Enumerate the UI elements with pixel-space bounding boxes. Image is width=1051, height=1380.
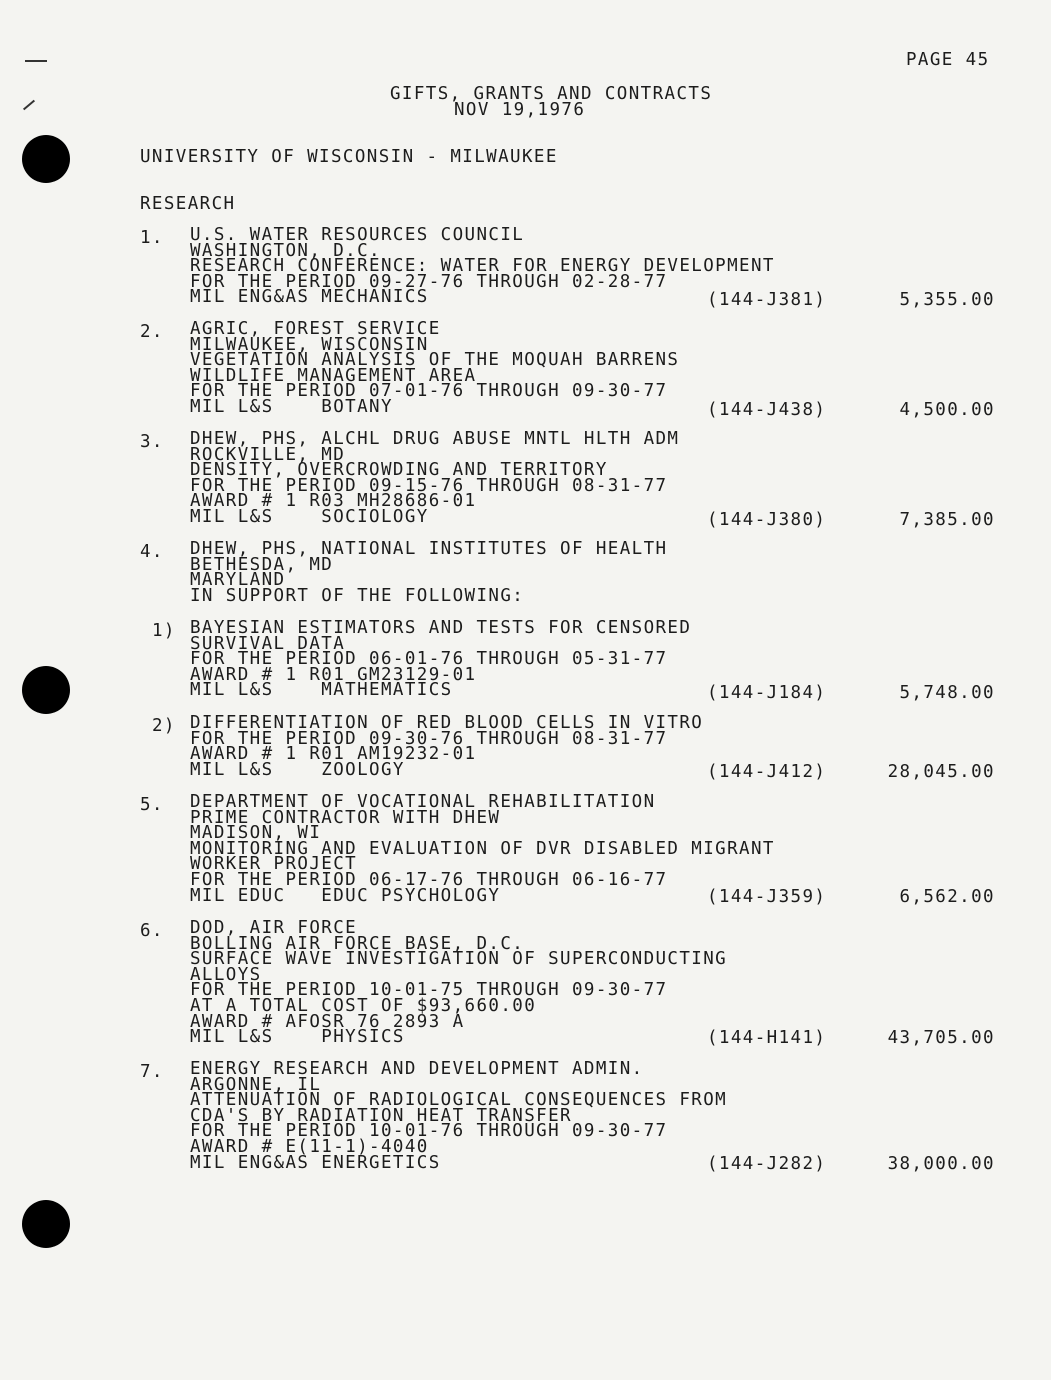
account-code: (144-J359)	[707, 887, 827, 907]
entry-line: FOR THE PERIOD 10-01-76 THROUGH 09-30-77	[190, 1121, 668, 1142]
entry-number: 6.	[140, 921, 164, 941]
entry-lines	[190, 429, 680, 527]
entry-line: FOR THE PERIOD 06-01-76 THROUGH 05-31-77	[190, 649, 668, 670]
entry-line: FOR THE PERIOD 09-30-76 THROUGH 08-31-77	[190, 728, 668, 749]
institution-name: UNIVERSITY OF WISCONSIN - MILWAUKEE	[140, 147, 558, 167]
account-code: (144-J184)	[707, 683, 827, 703]
subentry-number: 2)	[152, 716, 176, 736]
entry-line: MIL L&S PHYSICS	[190, 1027, 405, 1048]
entry-line: ARGONNE, IL	[190, 1074, 322, 1095]
entry-line: FOR THE PERIOD 10-01-75 THROUGH 09-30-77	[190, 980, 668, 1001]
entry-line: DOD, AIR FORCE	[190, 918, 358, 938]
entry-number: 3.	[140, 432, 164, 452]
entry-line: BOLLING AIR FORCE BASE, D.C.	[190, 933, 525, 954]
account-code: (144-J438)	[707, 400, 827, 420]
entry-line: AGRIC, FOREST SERVICE	[190, 319, 441, 339]
entry-line: PRIME CONTRACTOR WITH DHEW	[190, 807, 501, 828]
entry-lines	[190, 918, 728, 1048]
grant-amount: 28,045.00	[887, 762, 995, 782]
grant-amount: 7,385.00	[899, 510, 995, 530]
entry-line: MIL ENG&AS MECHANICS	[190, 287, 429, 308]
entry-line: AWARD # AFOSR 76 2893 A	[190, 1011, 465, 1032]
entry-line: VEGETATION ANALYSIS OF THE MOQUAH BARRENS	[190, 350, 680, 371]
document-title: GIFTS, GRANTS AND CONTRACTS	[390, 84, 713, 104]
grant-amount: 5,355.00	[899, 290, 995, 310]
entry-number: 4.	[140, 542, 164, 562]
page-number: PAGE 45	[906, 50, 990, 70]
entry-line: FOR THE PERIOD 09-27-76 THROUGH 02-28-77	[190, 271, 668, 292]
entry-lines	[190, 618, 692, 701]
account-code: (144-H141)	[707, 1028, 827, 1048]
account-code: (144-J412)	[707, 762, 827, 782]
entry-line: MIL ENG&AS ENERGETICS	[190, 1152, 441, 1173]
punch-hole	[22, 666, 70, 714]
entry-line: AT A TOTAL COST OF $93,660.00	[190, 995, 537, 1016]
grant-amount: 6,562.00	[899, 887, 995, 907]
document-date: NOV 19,1976	[454, 100, 586, 120]
entry-lines	[190, 713, 704, 780]
entry-line: SURVIVAL DATA	[190, 633, 346, 654]
entry-line: MIL L&S SOCIOLOGY	[190, 506, 429, 527]
entry-line: AWARD # 1 R01 AM19232-01	[190, 744, 477, 765]
entry-line: ATTENUATION OF RADIOLOGICAL CONSEQUENCES FROM	[190, 1090, 728, 1111]
grant-amount: 4,500.00	[899, 400, 995, 420]
entry-line: WASHINGTON, D.C.	[190, 240, 381, 261]
account-code: (144-J380)	[707, 510, 827, 530]
entry-line: DHEW, PHS, ALCHL DRUG ABUSE MNTL HLTH ADM	[190, 429, 680, 449]
subentry-number: 1)	[152, 621, 176, 641]
entry-line: ROCKVILLE, MD	[190, 444, 346, 465]
entry-line: FOR THE PERIOD 09-15-76 THROUGH 08-31-77	[190, 475, 668, 496]
entry-line: MARYLAND	[190, 570, 286, 591]
entry-line: DIFFERENTIATION OF RED BLOOD CELLS IN VITRO	[190, 713, 704, 733]
entry-line: MIL L&S MATHEMATICS	[190, 680, 453, 701]
entry-line: AWARD # E(11-1)-4040	[190, 1136, 429, 1157]
entry-line: U.S. WATER RESOURCES COUNCIL	[190, 225, 525, 245]
grant-amount: 5,748.00	[899, 683, 995, 703]
entry-line: WILDLIFE MANAGEMENT AREA	[190, 365, 477, 386]
entry-number: 7.	[140, 1062, 164, 1082]
entry-lines	[190, 1059, 728, 1173]
entry-lines	[190, 539, 668, 606]
scan-mark	[25, 60, 47, 62]
entry-line: CDA'S BY RADIATION HEAT TRANSFER	[190, 1105, 572, 1126]
entry-number: 5.	[140, 795, 164, 815]
entry-line: IN SUPPORT OF THE FOLLOWING:	[190, 585, 525, 606]
entry-line: ALLOYS	[190, 964, 262, 985]
scan-mark	[23, 100, 35, 111]
account-code: (144-J381)	[707, 290, 827, 310]
entry-line: FOR THE PERIOD 07-01-76 THROUGH 09-30-77	[190, 381, 668, 402]
punch-hole	[22, 1200, 70, 1248]
section-heading: RESEARCH	[140, 194, 236, 214]
entry-line: MIL L&S ZOOLOGY	[190, 759, 405, 780]
entry-line: BETHESDA, MD	[190, 554, 334, 575]
entry-line: FOR THE PERIOD 06-17-76 THROUGH 06-16-77	[190, 869, 668, 890]
entry-number: 2.	[140, 322, 164, 342]
entry-lines	[190, 319, 680, 417]
entry-line: DHEW, PHS, NATIONAL INSTITUTES OF HEALTH	[190, 539, 668, 559]
entry-line: RESEARCH CONFERENCE: WATER FOR ENERGY DEVELOPMENT	[190, 256, 775, 277]
account-code: (144-J282)	[707, 1154, 827, 1174]
grant-amount: 38,000.00	[887, 1154, 995, 1174]
grant-amount: 43,705.00	[887, 1028, 995, 1048]
entry-line: SURFACE WAVE INVESTIGATION OF SUPERCONDUCTING	[190, 949, 728, 970]
entry-line: MIL EDUC EDUC PSYCHOLOGY	[190, 885, 501, 906]
entry-line: ENERGY RESEARCH AND DEVELOPMENT ADMIN.	[190, 1059, 644, 1079]
entry-line: AWARD # 1 R03 MH28686-01	[190, 491, 477, 512]
entry-line: MILWAUKEE, WISCONSIN	[190, 334, 429, 355]
entry-line: DENSITY, OVERCROWDING AND TERRITORY	[190, 460, 608, 481]
entry-line: BAYESIAN ESTIMATORS AND TESTS FOR CENSORED	[190, 618, 692, 638]
entry-line: MONITORING AND EVALUATION OF DVR DISABLED MIGRANT	[190, 838, 775, 859]
entry-line: WORKER PROJECT	[190, 854, 358, 875]
entry-line: MADISON, WI	[190, 823, 322, 844]
punch-hole	[22, 135, 70, 183]
entry-line: MIL L&S BOTANY	[190, 396, 393, 417]
entry-line: AWARD # 1 R01 GM23129-01	[190, 664, 477, 685]
entry-number: 1.	[140, 228, 164, 248]
entry-line: DEPARTMENT OF VOCATIONAL REHABILITATION	[190, 792, 656, 812]
